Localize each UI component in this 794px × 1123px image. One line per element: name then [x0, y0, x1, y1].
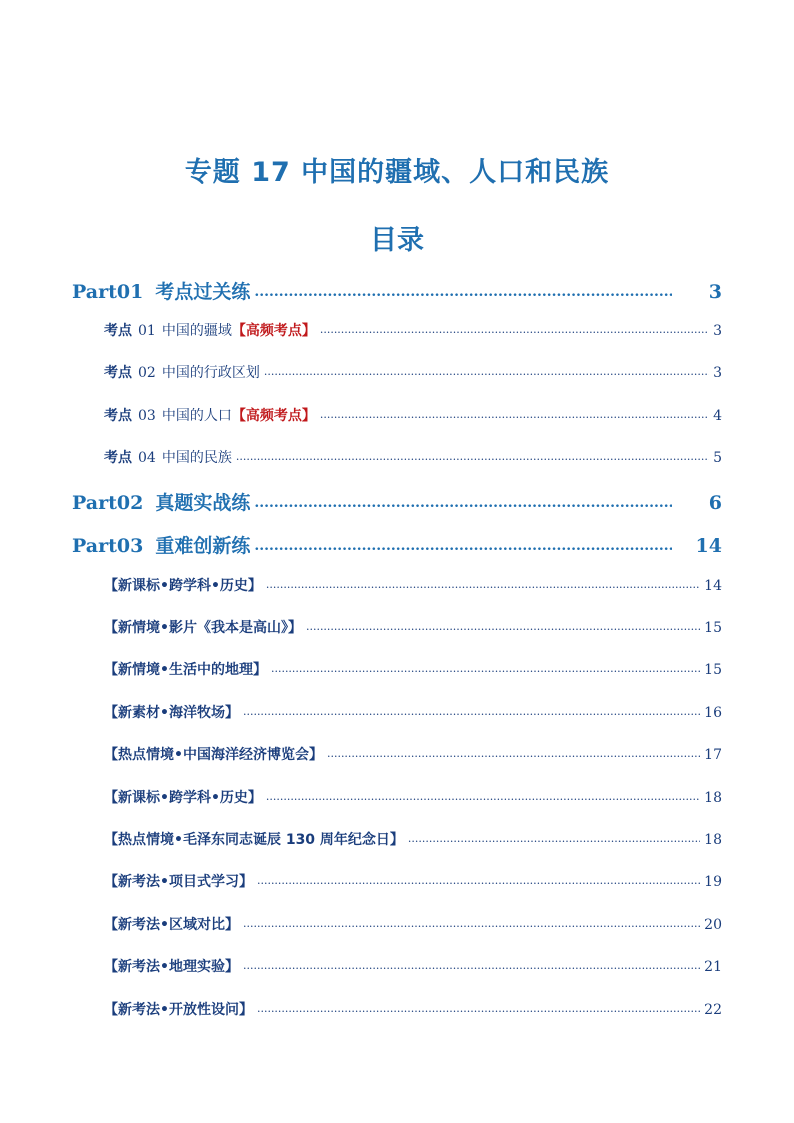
page-number: 3	[713, 323, 722, 339]
leader-dots	[266, 790, 700, 803]
kaodian-prefix: 考点	[104, 323, 132, 339]
toc-kaodian-03[interactable]	[104, 405, 722, 425]
item-text: 【新考法•地理实验】	[104, 959, 239, 975]
item-text: 【新考法•开放性设问】	[104, 1002, 253, 1018]
page-number: 19	[704, 874, 722, 890]
kaodian-text: 中国的人口	[161, 408, 232, 424]
toc-kaodian-04[interactable]	[104, 447, 722, 467]
leader-dots	[254, 538, 672, 554]
kaodian-text: 中国的行政区划	[161, 365, 260, 381]
toc-part-03[interactable]	[72, 531, 722, 558]
toc-item-10[interactable]	[104, 956, 722, 976]
kaodian-number: 01	[138, 323, 156, 339]
page-number: 21	[704, 959, 722, 975]
item-text: 【新情境•影片《我本是高山》】	[104, 620, 302, 636]
item-text: 【新素材•海洋牧场】	[104, 705, 239, 721]
item-text: 【热点情境•毛泽东同志诞辰 130 周年纪念日】	[104, 832, 404, 848]
kaodian-prefix: 考点	[104, 408, 132, 424]
part-name: 重难创新练	[155, 535, 251, 557]
page-number: 22	[704, 1002, 722, 1018]
part-name: 考点过关练	[155, 281, 251, 303]
page-number: 14	[704, 578, 722, 594]
leader-dots	[320, 323, 709, 336]
page-number: 14	[695, 535, 722, 557]
toc-item-05[interactable]	[104, 744, 722, 764]
page-number: 4	[713, 408, 722, 424]
page-number: 18	[704, 832, 722, 848]
toc-kaodian-01[interactable]	[104, 320, 722, 340]
page-number: 18	[704, 790, 722, 806]
toc-item-09[interactable]	[104, 914, 722, 934]
item-text: 【新考法•项目式学习】	[104, 874, 253, 890]
kaodian-prefix: 考点	[104, 450, 132, 466]
page-number: 17	[704, 747, 722, 763]
leader-dots	[243, 705, 700, 718]
leader-dots	[243, 917, 700, 930]
part-label: Part01	[72, 281, 144, 303]
leader-dots	[257, 874, 700, 887]
toc-item-02[interactable]	[104, 617, 722, 637]
leader-dots	[320, 408, 709, 421]
kaodian-number: 02	[138, 365, 156, 381]
page-number: 15	[704, 620, 722, 636]
kaodian-text: 中国的民族	[161, 450, 232, 466]
toc-part-02[interactable]	[72, 488, 722, 515]
leader-dots	[266, 578, 700, 591]
leader-dots	[306, 620, 700, 633]
kaodian-number: 04	[138, 450, 156, 466]
toc-item-04[interactable]	[104, 702, 722, 722]
high-frequency-badge: 【高频考点】	[231, 408, 316, 424]
toc-item-03[interactable]	[104, 659, 722, 679]
item-text: 【新考法•区域对比】	[104, 917, 239, 933]
leader-dots	[327, 747, 700, 760]
page-number: 5	[713, 450, 722, 466]
item-text: 【新课标•跨学科•历史】	[104, 578, 262, 594]
leader-dots	[236, 450, 709, 463]
toc-item-11[interactable]	[104, 999, 722, 1019]
toc-item-06[interactable]	[104, 787, 722, 807]
leader-dots	[408, 832, 700, 845]
toc-item-07[interactable]	[104, 829, 722, 849]
leader-dots	[254, 284, 672, 300]
page-number: 6	[708, 492, 722, 514]
toc-heading: 目录	[370, 225, 424, 256]
leader-dots	[254, 495, 672, 511]
part-label: Part03	[72, 535, 144, 557]
document-title: 专题 17 中国的疆域、人口和民族	[184, 157, 610, 188]
toc-item-08[interactable]	[104, 871, 722, 891]
toc-part-01[interactable]	[72, 277, 722, 304]
leader-dots	[257, 1002, 700, 1015]
kaodian-number: 03	[138, 408, 156, 424]
kaodian-prefix: 考点	[104, 365, 132, 381]
high-frequency-badge: 【高频考点】	[231, 323, 316, 339]
leader-dots	[243, 959, 700, 972]
part-name: 真题实战练	[155, 492, 251, 514]
page-number: 3	[708, 281, 722, 303]
page-number: 20	[704, 917, 722, 933]
part-label: Part02	[72, 492, 144, 514]
item-text: 【新课标•跨学科•历史】	[104, 790, 262, 806]
page-number: 15	[704, 662, 722, 678]
page-number: 3	[713, 365, 722, 381]
page-number: 16	[704, 705, 722, 721]
toc-kaodian-02[interactable]	[104, 362, 722, 382]
toc-item-01[interactable]	[104, 575, 722, 595]
leader-dots	[271, 662, 700, 675]
item-text: 【新情境•生活中的地理】	[104, 662, 267, 678]
leader-dots	[264, 365, 709, 378]
kaodian-text: 中国的疆域	[161, 323, 232, 339]
item-text: 【热点情境•中国海洋经济博览会】	[104, 747, 323, 763]
